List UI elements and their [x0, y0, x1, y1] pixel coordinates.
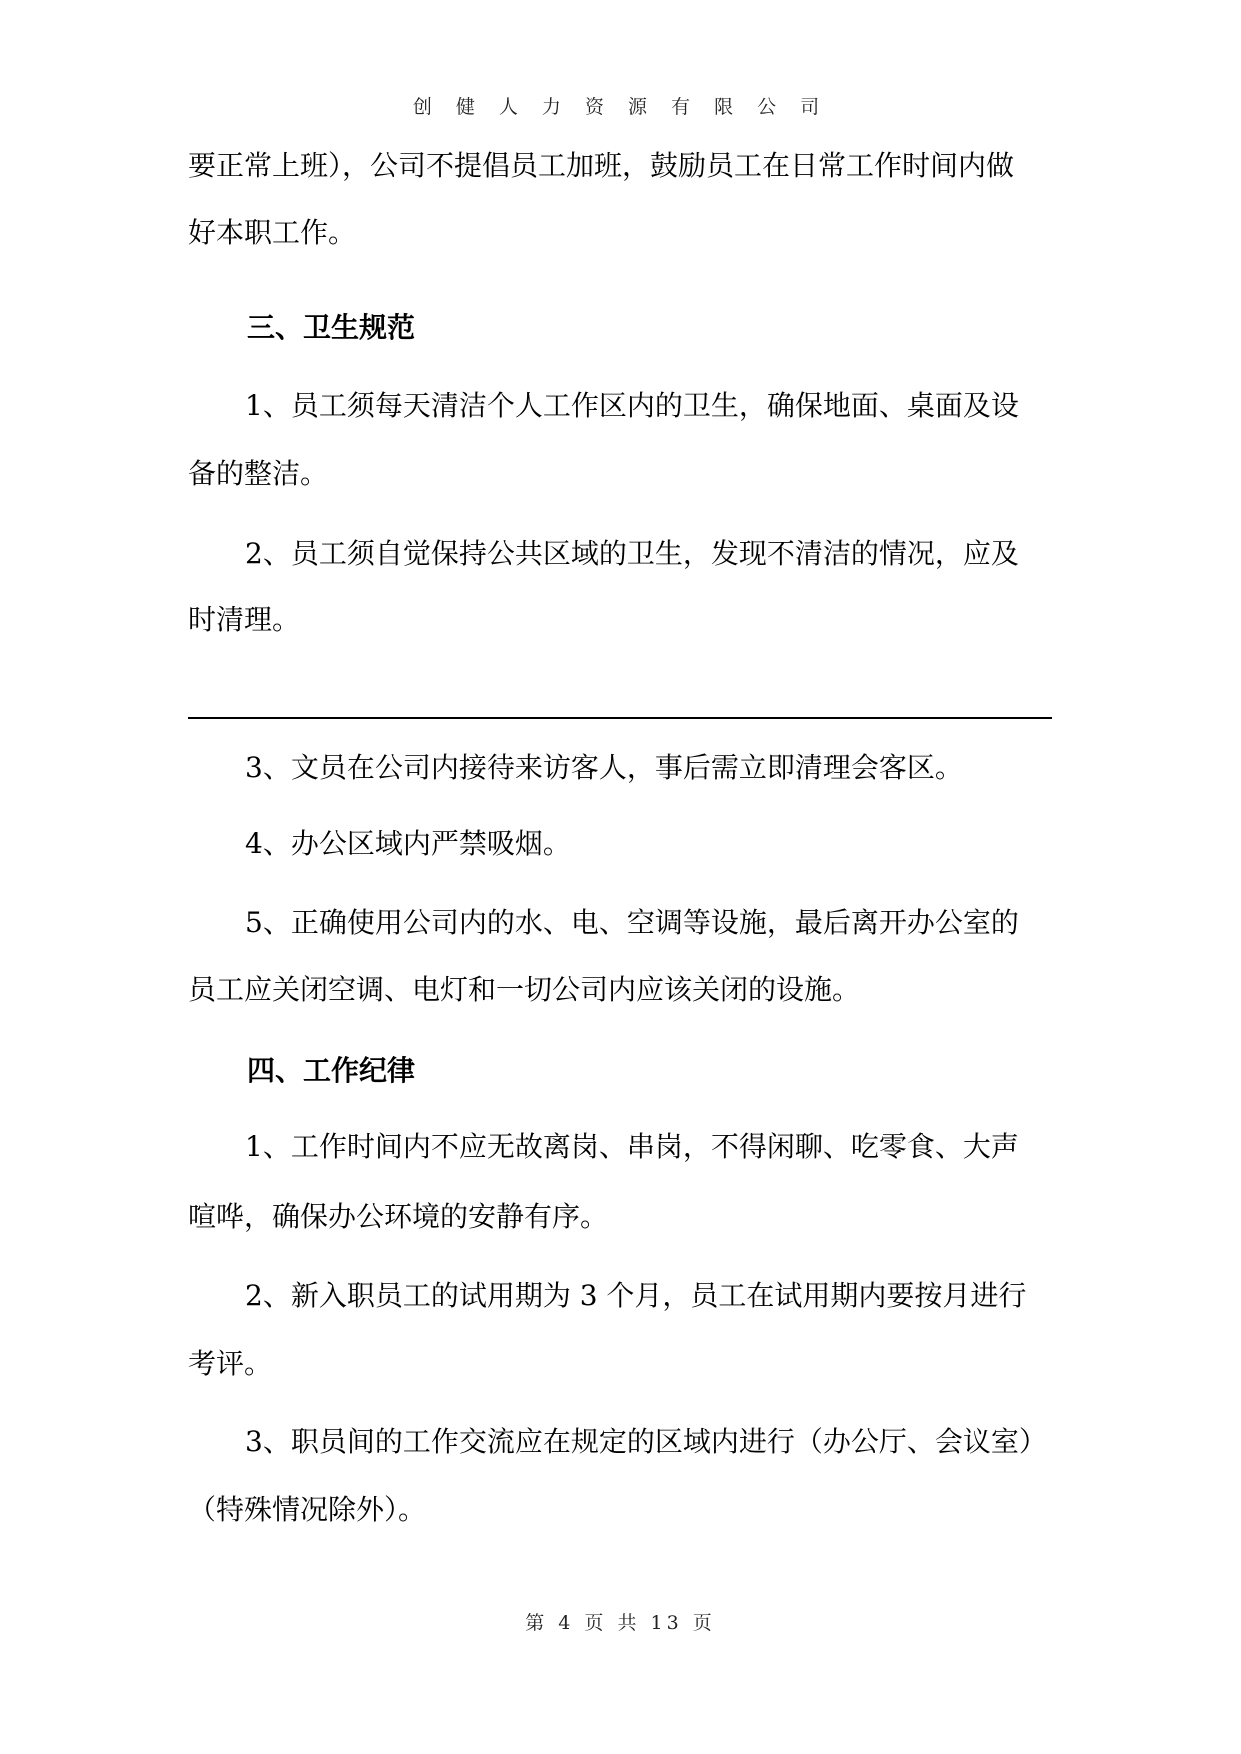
section-heading-discipline: 四、工作纪律 — [247, 1054, 416, 1087]
list-item-continuation: （特殊情况除外）。 — [188, 1493, 427, 1526]
list-item-continuation: 员工应关闭空调、电灯和一切公司内应该关闭的设施。 — [188, 973, 861, 1006]
page-number: 4 — [558, 1612, 575, 1634]
list-item: 2、新入职员工的试用期为 3 个月，员工在试用期内要按月进行 — [245, 1279, 1027, 1312]
list-item: 1、工作时间内不应无故离岗、串岗，不得闲聊、吃零食、大声 — [245, 1130, 1019, 1163]
page-footer — [0, 1608, 1241, 1635]
page-label-mid: 页 共 — [584, 1612, 641, 1634]
page-label-prefix: 第 — [525, 1612, 549, 1634]
total-pages: 13 — [650, 1612, 683, 1634]
list-item-continuation: 考评。 — [188, 1347, 273, 1380]
paragraph-line: 要正常上班），公司不提倡员工加班，鼓励员工在日常工作时间内做 — [188, 149, 1015, 182]
horizontal-divider — [188, 717, 1052, 719]
paragraph-line: 好本职工作。 — [188, 216, 357, 249]
list-item-continuation: 备的整洁。 — [188, 457, 329, 490]
section-heading-hygiene: 三、卫生规范 — [247, 311, 416, 344]
list-item: 3、职员间的工作交流应在规定的区域内进行（办公厅、会议室） — [245, 1425, 1047, 1458]
list-item-continuation: 喧哗，确保办公环境的安静有序。 — [188, 1200, 609, 1233]
list-item: 5、正确使用公司内的水、电、空调等设施，最后离开办公室的 — [245, 906, 1019, 939]
list-item: 2、员工须自觉保持公共区域的卫生，发现不清洁的情况，应及 — [245, 537, 1019, 570]
list-item: 4、办公区域内严禁吸烟。 — [245, 827, 571, 860]
list-item-continuation: 时清理。 — [188, 603, 301, 636]
page-label-suffix: 页 — [692, 1612, 716, 1634]
list-item: 1、员工须每天清洁个人工作区内的卫生，确保地面、桌面及设 — [245, 389, 1019, 422]
list-item: 3、文员在公司内接待来访客人，事后需立即清理会客区。 — [245, 751, 963, 784]
page-header: 创 健 人 力 资 源 有 限 公 司 — [412, 96, 829, 118]
